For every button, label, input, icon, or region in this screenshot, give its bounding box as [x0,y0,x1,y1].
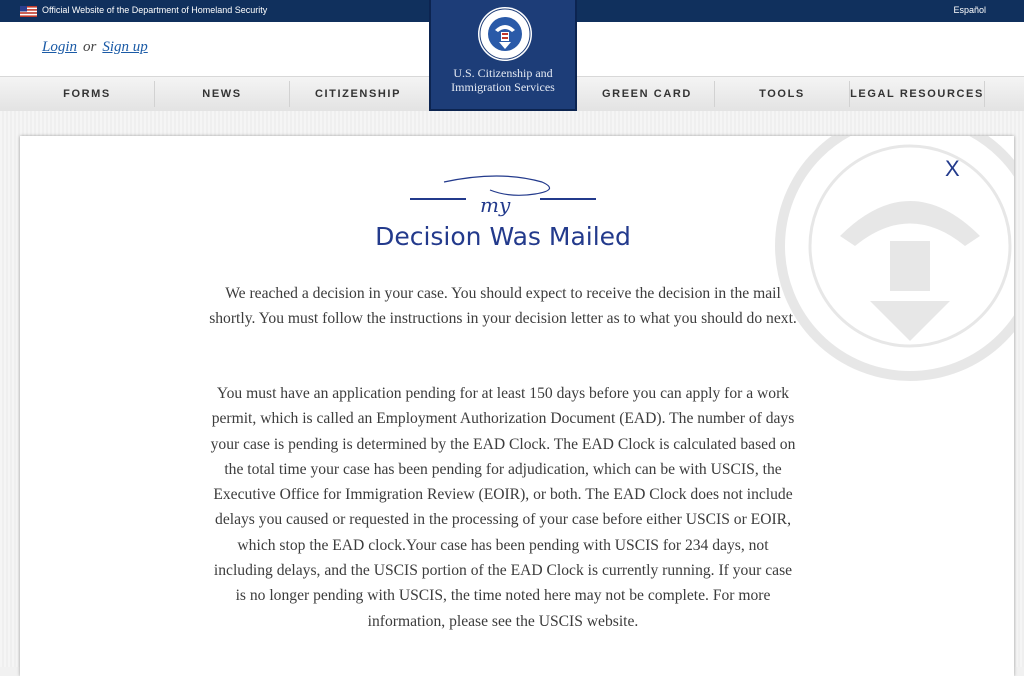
status-paragraph-2: You must have an application pending for at least 150 days before you can apply for a work permit, which is called an Employment Authorization Document (EAD). The number of days your case is pending is determined by the EAD Clock. The EAD Clock is calculated based on the total time your case has been pending for adjudication, which can be with USCIS, the Executive Office for Immigration Review (EOIR), or both. The EAD Clock does not include delays you caused or requested in the processing of your case before either USCIS or EOIR, which stop the EAD clock.Your case has been pending with USCIS for 234 days, not including delays, and the USCIS portion of the EAD Clock is currently running. If your case is no longer pending with USCIS, the time noted here may not be complete. For more information, please see the USCIS website. [210,385,796,630]
nav-item-tools[interactable]: TOOLS [759,88,805,100]
uscis-logo[interactable] [429,0,577,111]
official-website-text: Official Website of the Department of Homeland Security [42,5,268,15]
agency-name-line2: Immigration Services [451,80,555,94]
status-title: Decision Was Mailed [375,222,631,251]
case-status-modal [20,136,1014,676]
nav-item-forms[interactable]: FORMS [63,88,111,100]
auth-links [42,39,148,56]
my-uscis-logo-icon [410,168,596,222]
agency-name-line1: U.S. Citizenship and [453,66,553,80]
or-text: or [83,39,97,55]
login-link[interactable]: Login [42,39,78,55]
signup-link[interactable]: Sign up [102,39,148,55]
us-flag-icon [20,6,37,17]
nav-item-news[interactable]: NEWS [202,88,242,100]
nav-item-legal-resources[interactable]: LEGAL RESOURCES [850,88,984,100]
nav-item-citizenship[interactable]: CITIZENSHIP [314,88,402,100]
nav-divider [984,81,985,107]
dhs-seal-icon [477,6,533,62]
status-paragraph-1: We reached a decision in your case. You should expect to receive the decision in the mail shortly. You must follow the instructions in your decision letter as to what you should do next. [209,285,797,328]
my-brand-text: my [480,193,511,217]
espanol-link[interactable]: Español [953,5,986,15]
nav-item-green-card[interactable]: GREEN CARD [602,88,692,100]
close-button[interactable]: X [945,156,960,181]
dhs-seal-watermark-icon [710,136,1014,386]
agency-name [431,66,575,94]
